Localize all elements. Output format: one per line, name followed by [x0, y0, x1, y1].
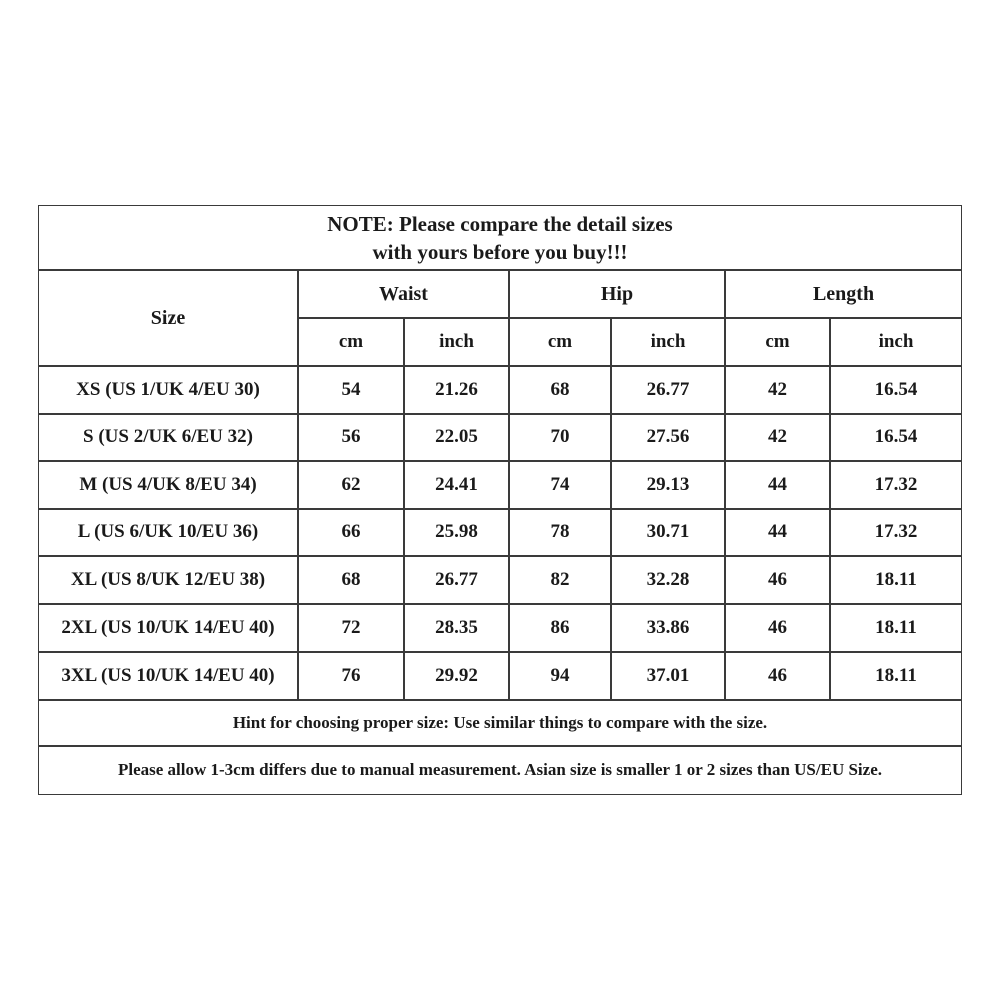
- size-cell: XL (US 8/UK 12/EU 38): [38, 556, 298, 604]
- size-cell: XS (US 1/UK 4/EU 30): [38, 366, 298, 414]
- measurement-cell: 94: [509, 652, 611, 700]
- measurement-cell: 18.11: [830, 556, 962, 604]
- measurement-cell: 78: [509, 509, 611, 556]
- measurement-cell: 18.11: [830, 604, 962, 652]
- measurement-cell: 76: [298, 652, 404, 700]
- unit-header: cm: [725, 318, 830, 366]
- measurement-cell: 37.01: [611, 652, 725, 700]
- measurement-cell: 56: [298, 414, 404, 461]
- measurement-cell: 26.77: [611, 366, 725, 414]
- unit-header: inch: [830, 318, 962, 366]
- size-header: Size: [38, 270, 298, 366]
- measurement-cell: 16.54: [830, 414, 962, 461]
- unit-header: cm: [298, 318, 404, 366]
- note-line-2: with yours before you buy!!!: [372, 239, 628, 264]
- measurement-cell: 24.41: [404, 461, 509, 509]
- measurement-cell: 46: [725, 604, 830, 652]
- measurement-cell: 29.13: [611, 461, 725, 509]
- unit-header: inch: [611, 318, 725, 366]
- size-cell: 2XL (US 10/UK 14/EU 40): [38, 604, 298, 652]
- measurement-cell: 46: [725, 652, 830, 700]
- size-cell: M (US 4/UK 8/EU 34): [38, 461, 298, 509]
- measurement-cell: 68: [298, 556, 404, 604]
- measurement-cell: 44: [725, 461, 830, 509]
- size-hint: Hint for choosing proper size: Use similar things to compare with the size.: [38, 700, 962, 746]
- measurement-cell: 33.86: [611, 604, 725, 652]
- measurement-cell: 30.71: [611, 509, 725, 556]
- measurement-cell: 46: [725, 556, 830, 604]
- measurement-cell: 25.98: [404, 509, 509, 556]
- measurement-cell: 22.05: [404, 414, 509, 461]
- measurement-cell: 66: [298, 509, 404, 556]
- measurement-cell: 26.77: [404, 556, 509, 604]
- measurement-cell: 86: [509, 604, 611, 652]
- measurement-cell: 42: [725, 414, 830, 461]
- measurement-cell: 62: [298, 461, 404, 509]
- measurement-cell: 27.56: [611, 414, 725, 461]
- size-cell: 3XL (US 10/UK 14/EU 40): [38, 652, 298, 700]
- measurement-cell: 72: [298, 604, 404, 652]
- measurement-cell: 70: [509, 414, 611, 461]
- measurement-cell: 17.32: [830, 509, 962, 556]
- measurement-cell: 82: [509, 556, 611, 604]
- measurement-cell: 17.32: [830, 461, 962, 509]
- measurement-cell: 18.11: [830, 652, 962, 700]
- measurement-footer: Please allow 1-3cm differs due to manual measurement. Asian size is smaller 1 or 2 sizes than US/EU Size.: [38, 746, 962, 795]
- unit-header: inch: [404, 318, 509, 366]
- measurement-cell: 21.26: [404, 366, 509, 414]
- waist-header: Waist: [298, 270, 509, 318]
- measurement-cell: 16.54: [830, 366, 962, 414]
- measurement-cell: 44: [725, 509, 830, 556]
- measurement-cell: 29.92: [404, 652, 509, 700]
- hip-header: Hip: [509, 270, 725, 318]
- measurement-cell: 32.28: [611, 556, 725, 604]
- size-cell: L (US 6/UK 10/EU 36): [38, 509, 298, 556]
- measurement-cell: 42: [725, 366, 830, 414]
- note-banner: [38, 205, 962, 270]
- measurement-cell: 74: [509, 461, 611, 509]
- measurement-cell: 68: [509, 366, 611, 414]
- size-cell: S (US 2/UK 6/EU 32): [38, 414, 298, 461]
- measurement-cell: 28.35: [404, 604, 509, 652]
- note-line-1: NOTE: Please compare the detail sizes: [327, 211, 673, 236]
- length-header: Length: [725, 270, 962, 318]
- unit-header: cm: [509, 318, 611, 366]
- measurement-cell: 54: [298, 366, 404, 414]
